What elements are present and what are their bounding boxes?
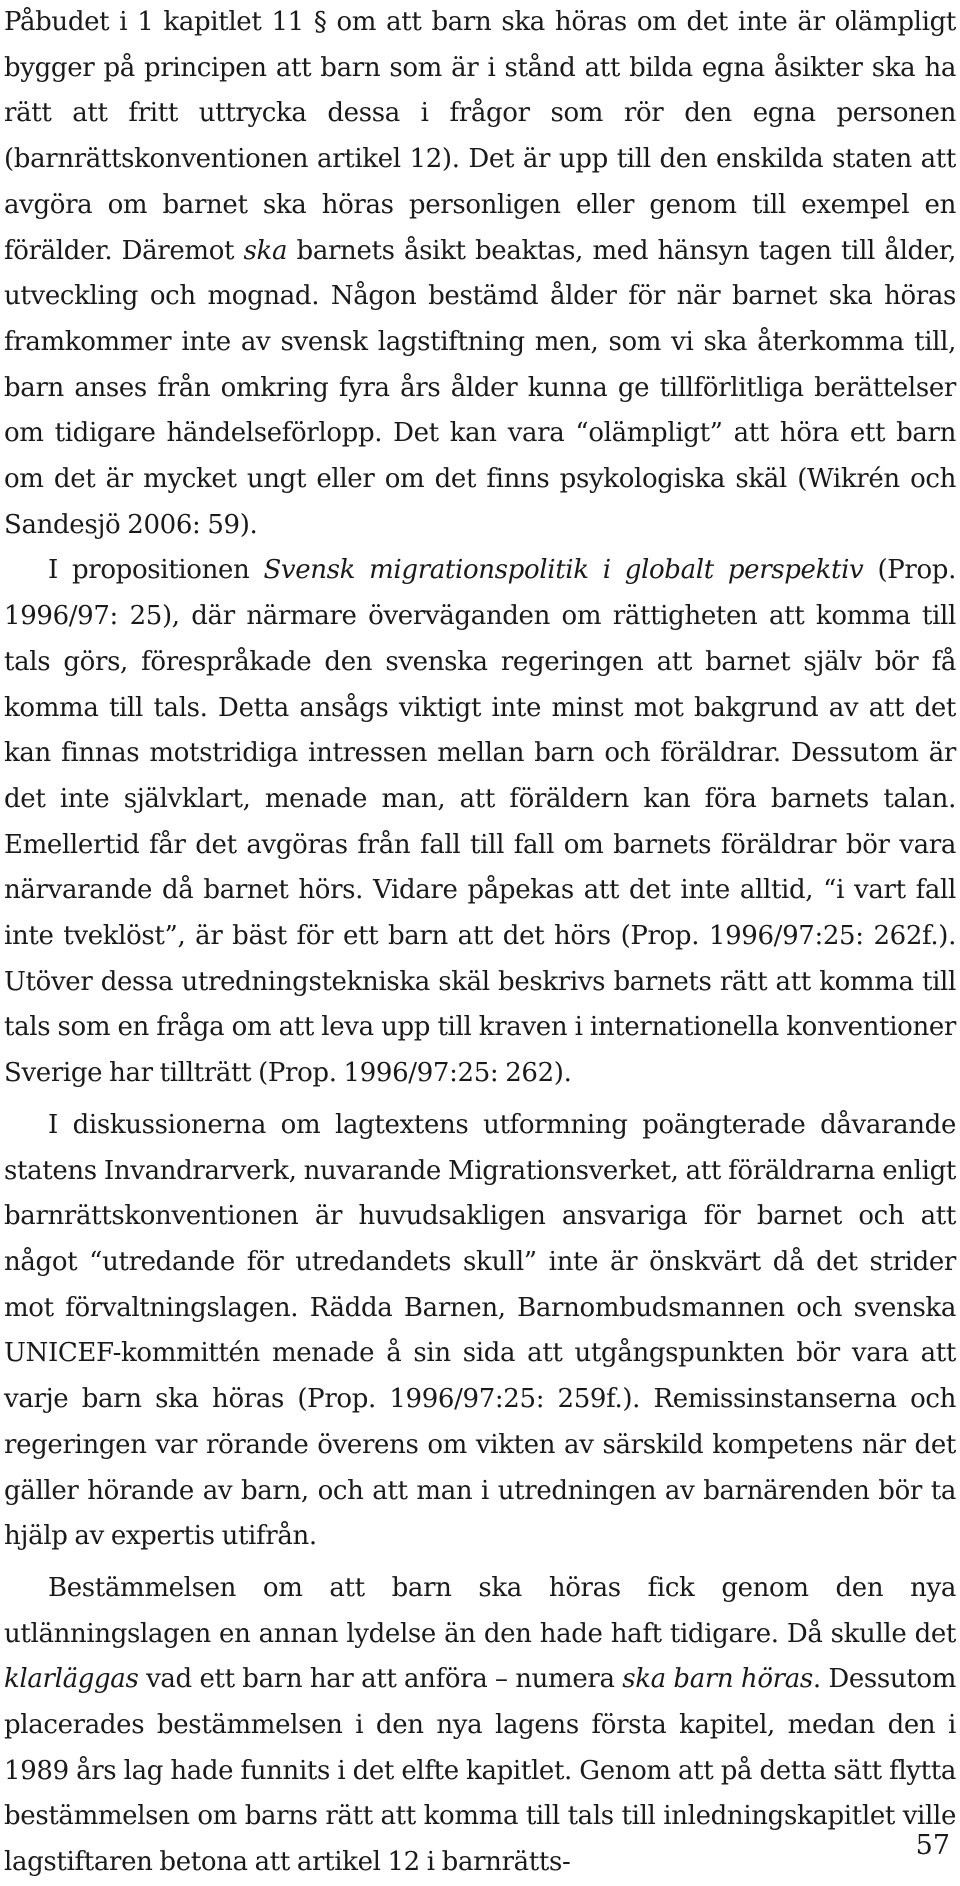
paragraph-1-text-2: barnets åsikt beaktas, med hänsyn tagen till ålder, utveckling och mognad. Någon bestämd ålder för när barnet ska höras framkommer inte av svensk lagstiftning men, som vi ska återkomma till, barn anses från omkring fyra års ålder kunna ge tillförlitliga berättelser om tidigare händelseförlopp. Det kan vara “olämpligt” att höra ett barn om det är mycket ungt eller om det finns psykologiska skäl (Wikrén och Sandesjö 2006: 59). [4,235,956,540]
paragraph-4-text-1: Bestämmelsen om att barn ska höras fick genom den nya utlänningslagen en annan lydelse än den hade haft tidigare. Då skulle det [4,1572,956,1649]
paragraph-2-text-2: (Prop. 1996/97: 25), där närmare överväganden om rättigheten att komma till tals görs, förespråkade den svenska regeringen att barnet själv bör få komma till tals. Detta ansågs viktigt inte minst mot bakgrund av att det kan finnas motstridiga intressen mellan barn och föräldrar. Dessutom är det inte självklart, menade man, att föräldern kan föra barnets talan. Emellertid får det avgöras från fall till fall om barnets föräldrar bör vara närvarande då barnet hörs. Vidare påpekas att det inte alltid, “i vart fall inte tveklöst”, är bäst för ett barn att det hörs (Prop. 1996/97:25: 262f.). Utöver dessa utredningstekniska skäl beskrivs barnets rätt att komma till tals som en fråga om att leva upp till kraven i internationella konventioner Sverige har tillträtt (Prop. 1996/97:25: 262). [4,555,956,1089]
paragraph-1-text-1: Påbudet i 1 kapitlet 11 § om att barn ska höras om det inte är olämpligt bygger på principen att barn som är i stånd att bilda egna åsikter ska ha rätt att fritt uttrycka dessa i frågor som rör den egna personen (barnrättskonventionen artikel 12). Det är upp till den enskilda staten att avgöra om barnet ska höras personligen eller genom till exempel en förälder. Däremot [4,7,956,266]
paragraph-1-emphasis: ska [243,235,288,266]
paragraph-4-emphasis-2: ska barn höras [622,1664,813,1695]
paragraph-4-emphasis-1: klarläggas [4,1664,139,1695]
body-text [4,0,956,1886]
paragraph-3-text-1: I diskussionerna om lagtextens utformning poängterade dåvarande statens Invandrarverk, nuvarande Migrationsverket, att föräldrarna enligt barnrättskonventionen är huvudsakligen ansvariga för barnet och att något “utredande för utredandets skull” inte är önskvärt då det strider mot förvaltningslagen. Rädda Barnen, Barnombudsmannen och svenska UNICEF-kommittén menade å sin sida att utgångspunkten bör vara att varje barn ska höras (Prop. 1996/97:25: 259f.). Remissinstanserna och regeringen var rörande överens om vikten av särskild kompetens när det gäller hörande av barn, och att man i utredningen av barnärenden bör ta hjälp av expertis utifrån. [4,1109,956,1552]
page-number: 57 [915,1830,950,1861]
paragraph-4 [4,1566,956,1886]
paragraph-3 [4,1103,956,1560]
paragraph-2-book-title: Svensk migrationspolitik i globalt perspektiv [263,555,864,586]
paragraph-4-text-2: vad ett barn har att anföra – numera [138,1664,623,1695]
paragraph-2-text-1: I propositionen [48,555,264,586]
paragraph-1 [4,0,956,548]
paragraph-2 [4,548,956,1096]
paragraph-4-text-3: . Dessutom placerades bestämmelsen i den nya lagens första kapitel, medan den i 1989 års lag hade funnits i det elfte kapitlet. Genom att på detta sätt flytta bestämmelsen om barns rätt att komma till tals till inledningskapitlet ville lagstiftaren betona att artikel 12 i barnrätts- [4,1664,957,1878]
